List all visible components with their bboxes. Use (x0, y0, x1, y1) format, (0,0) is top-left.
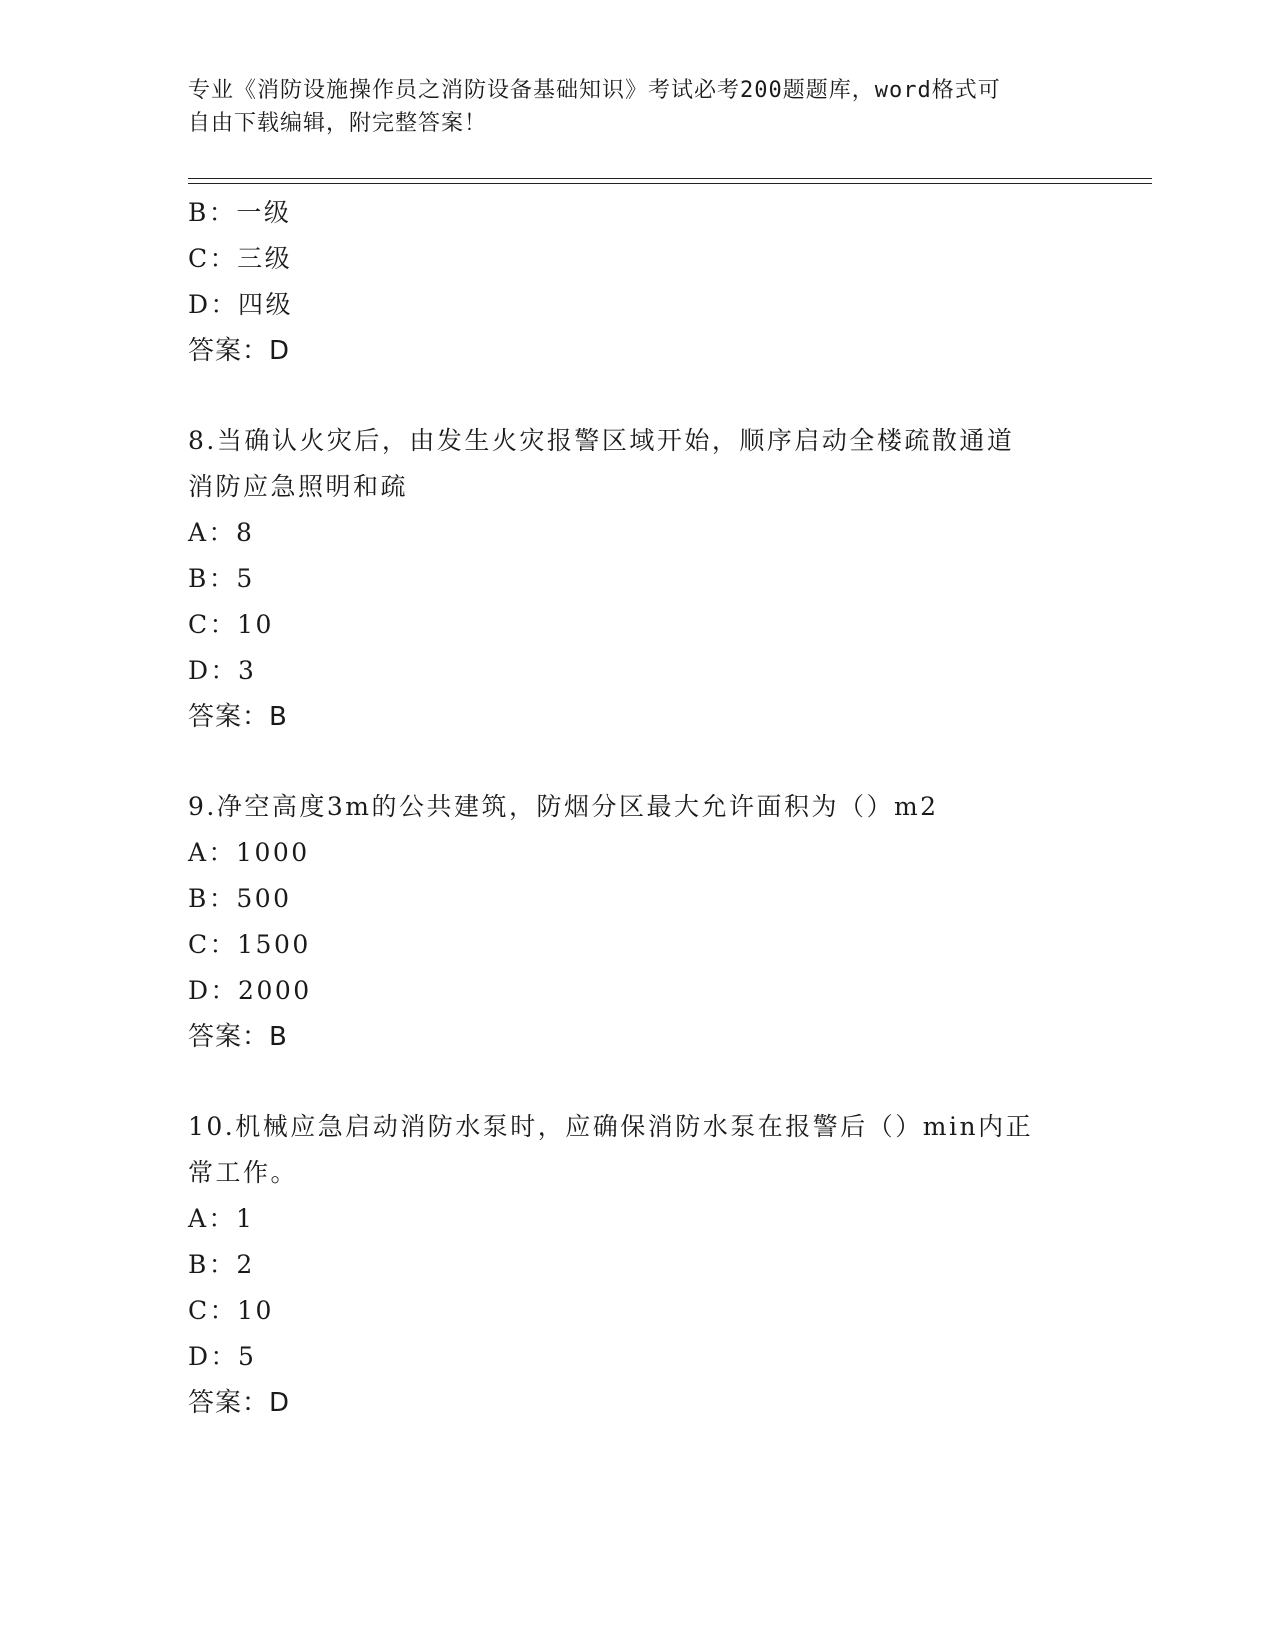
question-block-10 (188, 1104, 1088, 1426)
option-b: B：2 (188, 1250, 255, 1279)
answer-label: 答案：B (188, 1022, 288, 1052)
option-a: A：1000 (188, 838, 310, 867)
option-d: D：5 (188, 1342, 257, 1371)
question-text: 10.机械应急启动消防水泵时，应确保消防水泵在报警后（）min内正 (188, 1112, 1034, 1141)
question-text-continued: 消防应急照明和疏 (188, 472, 409, 501)
option-a: A：1 (188, 1204, 255, 1233)
option-b: B：500 (188, 884, 292, 913)
option-a: A：8 (188, 518, 255, 547)
question-text-continued: 常工作。 (188, 1158, 299, 1187)
header-divider-top (188, 178, 1152, 179)
option-d: D：2000 (188, 976, 312, 1005)
answer-label: 答案：D (188, 1388, 291, 1418)
option-b: B：一级 (188, 198, 292, 227)
option-c: C：1500 (188, 930, 311, 959)
answer-label: 答案：B (188, 702, 288, 732)
option-c: C：10 (188, 1296, 274, 1325)
question-text: 9.净空高度3m的公共建筑，防烟分区最大允许面积为（）m2 (188, 792, 939, 821)
answer-label: 答案：D (188, 336, 291, 366)
option-c: C：三级 (188, 244, 293, 273)
document-header (188, 74, 1068, 140)
header-divider-bottom (188, 183, 1152, 184)
question-text: 8.当确认火灾后，由发生火灾报警区域开始，顺序启动全楼疏散通道 (188, 426, 1015, 455)
header-title-line-1: 专业《消防设施操作员之消防设备基础知识》考试必考200题题库，word格式可 (188, 78, 1001, 103)
option-c: C：10 (188, 610, 274, 639)
option-d: D：四级 (188, 290, 294, 319)
option-d: D：3 (188, 656, 257, 685)
option-b: B：5 (188, 564, 255, 593)
question-block-9 (188, 784, 1088, 1060)
header-title-line-2: 自由下载编辑，附完整答案！ (188, 111, 488, 136)
question-block-7 (188, 190, 1088, 374)
question-block-8 (188, 418, 1088, 740)
question-list (188, 190, 1088, 1426)
